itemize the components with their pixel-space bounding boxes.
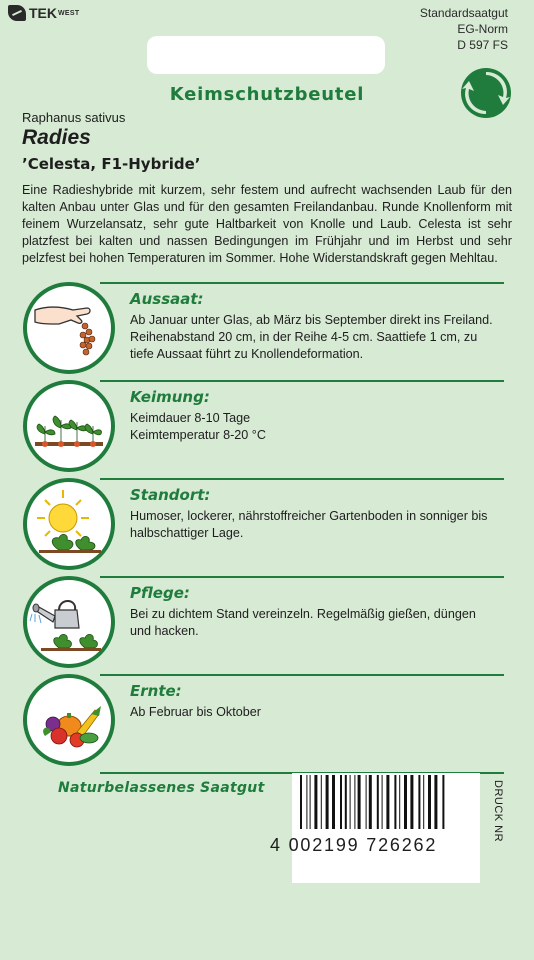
norm-line-1: Standardsaatgut [419, 6, 508, 20]
barcode-bar [340, 775, 342, 829]
barcode-bar [310, 775, 311, 829]
barcode-bar [300, 775, 302, 829]
section-keimung [0, 380, 534, 480]
header [0, 0, 534, 80]
barcode [292, 773, 480, 883]
barcode-bar [369, 775, 372, 829]
section-aussaat [0, 282, 534, 382]
section-divider [100, 576, 504, 578]
section-ernte [0, 674, 534, 774]
barcode-bar [382, 775, 383, 829]
barcode-bar [410, 775, 413, 829]
barcode-bar [350, 775, 351, 829]
barcode-bar [321, 775, 322, 829]
sun-plants-icon [23, 478, 115, 570]
section-title: Pflege: [130, 584, 190, 602]
section-text: Humoser, lockerer, nährstoffreicher Gartenboden in sonniger bis halbschattiger Lage. [130, 509, 488, 540]
barcode-bar [314, 775, 317, 829]
barcode-bar [326, 775, 329, 829]
watering-can-icon [23, 576, 115, 668]
seedlings-icon [23, 380, 115, 472]
norm-line-3: D 597 FS [457, 38, 508, 52]
barcode-number: 4 002199 726262 [270, 835, 438, 855]
brand-logo-main: TEK [29, 5, 57, 21]
barcode-bar [423, 775, 424, 829]
barcode-bar [332, 775, 335, 829]
section-title: Standort: [130, 486, 211, 504]
section-standort [0, 478, 534, 578]
barcode-bar [386, 775, 389, 829]
barcode-bar [418, 775, 420, 829]
vegetables-icon [23, 674, 115, 766]
barcode-bar [366, 775, 367, 829]
species-latin: Raphanus sativus [22, 110, 126, 125]
section-divider [100, 282, 504, 284]
norm-line-2: EG-Norm [457, 22, 508, 36]
variety-description: Eine Radieshybride mit kurzem, sehr festem und aufrecht wachsenden Laub für den kalten Anbau unter Glas und für den gesamten Freilandanbau. Runde Knollenform mit feinem Wurzelansatz, sehr gute Haltbarkeit von Knolle und Laub. Celesta ist sehr platzfest bei kalten und nassen Bedingungen im Frühjahr und im Herbst und sehr pelzfest bei hohen Temperaturen im Sommer. Hohe Widerstandskraft gegen Mehltau. [22, 183, 512, 265]
section-text: Ab Januar unter Glas, ab März bis September direkt ins Freiland. Reihenabstand 20 cm, in der Reihe 4-5 cm. Saattiefe 1 cm, zu tiefe Aussaat führt zu Knollendeformation. [130, 313, 493, 361]
barcode-bar [354, 775, 355, 829]
barcode-bar [358, 775, 361, 829]
barcode-bar [399, 775, 400, 829]
brand-logo [8, 5, 79, 21]
seed-standard [420, 5, 508, 53]
barcode-bar [306, 775, 307, 829]
barcode-bar [377, 775, 379, 829]
recycle-icon [460, 67, 512, 119]
packet-type: Keimschutzbeutel [169, 84, 365, 105]
section-title: Keimung: [130, 388, 210, 406]
section-text: Bei zu dichtem Stand vereinzeln. Regelmäßig gießen, düngen und hacken. [130, 607, 476, 638]
variety-name: ’Celesta, F1-Hybride’ [22, 155, 201, 173]
barcode-bar [345, 775, 347, 829]
barcode-bar [394, 775, 396, 829]
section-title: Ernte: [130, 682, 182, 700]
leaf-logo-icon [8, 5, 26, 21]
species-name: Radies [22, 126, 91, 149]
sowing-hand-icon [23, 282, 115, 374]
section-divider [100, 674, 504, 676]
section-text: Ab Februar bis Oktober [130, 705, 261, 719]
barcode-bar [434, 775, 437, 829]
barcode-bar [442, 775, 444, 829]
section-divider [100, 478, 504, 480]
barcode-bars [292, 773, 480, 831]
barcode-bar [404, 775, 407, 829]
footer-claim: Naturbelassenes Saatgut [58, 780, 265, 796]
section-title: Aussaat: [130, 290, 204, 308]
barcode-bar [428, 775, 431, 829]
brand-logo-sub: WEST [58, 9, 80, 17]
section-pflege [0, 576, 534, 676]
section-text: Keimdauer 8-10 Tage Keimtemperatur 8-20 °C [130, 411, 266, 442]
blank-label-area [147, 36, 385, 74]
print-number-label: DRUCK NR [492, 780, 504, 843]
section-divider [100, 380, 504, 382]
